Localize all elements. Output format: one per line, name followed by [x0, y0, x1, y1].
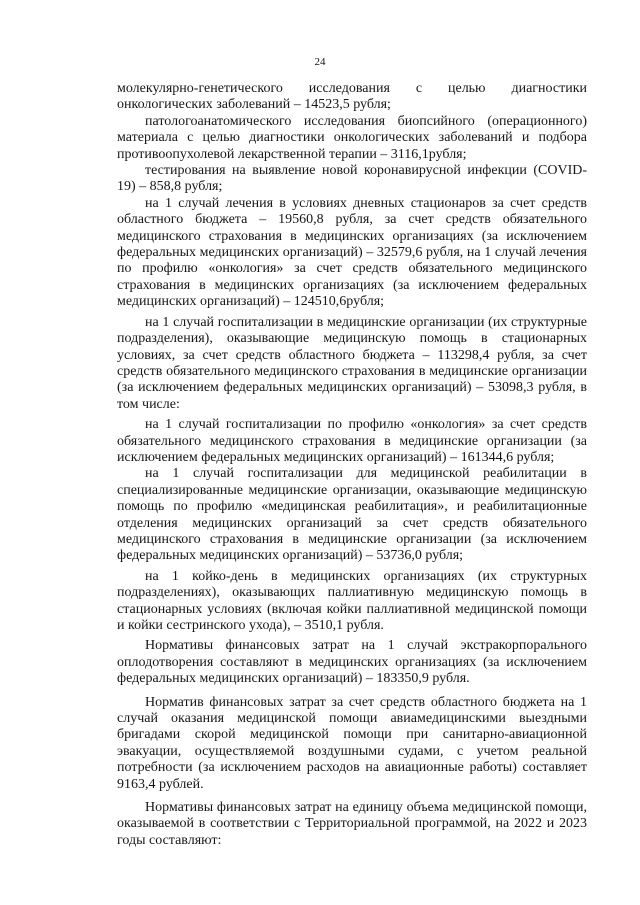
- paragraph-unit-costs: Нормативы финансовых затрат на единицу объема медицинской помощи, оказываемой в соответствии с Территориальной программой, на 2022 и 2023 годы составляют:: [117, 800, 587, 848]
- paragraph-air-ambulance: Норматив финансовых затрат за счет средств областного бюджета на 1 случай оказания медицинской помощи авиамедицинскими выездными бригадами скорой медицинской помощи при санитарно-авиационной эвакуации, осуществляемой воздушными судами, с учетом реальной потребности (за исключением расходов на авиационные работы) составляет 9163,4 рублей.: [117, 694, 587, 792]
- document-body: [117, 81, 587, 849]
- paragraph-ivf: Нормативы финансовых затрат на 1 случай экстракорпорального оплодотворения составляют в медицинских организациях (за исключением федеральных медицинских организаций) – 183350,9 рубля.: [117, 638, 587, 687]
- paragraph-covid-testing: тестирования на выявление новой коронавирусной инфекции (COVID-19) – 858,8 рубля;: [117, 163, 587, 195]
- paragraph-day-hospital: на 1 случай лечения в условиях дневных стационаров за счет средств областного бюджета – 19560,8 рубля, за счет средств обязательного медицинского страхования в медицинских организациях (за исключением федеральных медицинских организаций) – 32579,6 рубля, на 1 случай лечения по профилю «онкология» за счет средств обязательного медицинского страхования в медицинских организациях (за исключением федеральных медицинских организаций) – 124510,6рубля;: [117, 195, 587, 310]
- paragraph-palliative: на 1 койко-день в медицинских организациях (их структурных подразделениях), оказывающих паллиативную медицинскую помощь в стационарных условиях (включая койки паллиативной медицинской помощи и койки сестринского ухода), – 3510,1 рубля.: [117, 568, 587, 633]
- paragraph-oncology-hospitalization: на 1 случай госпитализации по профилю «онкология» за счет средств обязательного медицинского страхования в медицинские организации (за исключением федеральных медицинских организаций) – 161344,6 рубля;: [117, 417, 587, 465]
- paragraph-pathology: патологоанатомического исследования биопсийного (операционного) материала с целью диагностики онкологических заболеваний и подбора противоопухолевой лекарственной терапии – 3116,1рубля;: [117, 113, 587, 162]
- paragraph-rehabilitation: на 1 случай госпитализации для медицинской реабилитации в специализированные медицинские организации, оказывающие медицинскую помощь по профилю «медицинская реабилитация», и реабилитационные отделения медицинских организаций за счет средств обязательного медицинского страхования в медицинские организации (за исключением федеральных медицинских организаций) – 53736,0 рубля;: [117, 466, 587, 564]
- paragraph-hospitalization: на 1 случай госпитализации в медицинские организации (их структурные подразделения), оказывающие медицинскую помощь в стационарных условиях, за счет средств областного бюджета – 113298,4 рубля, за счет средств обязательного медицинского страхования в медицинские организации (за исключением федеральных медицинских организаций) – 53098,3 рубля, в том числе:: [117, 314, 587, 412]
- page-number: 24: [314, 56, 326, 68]
- paragraph-molecular-genetic: молекулярно-генетического исследования с целью диагностики онкологических заболеваний – 14523,5 рубля;: [117, 81, 587, 113]
